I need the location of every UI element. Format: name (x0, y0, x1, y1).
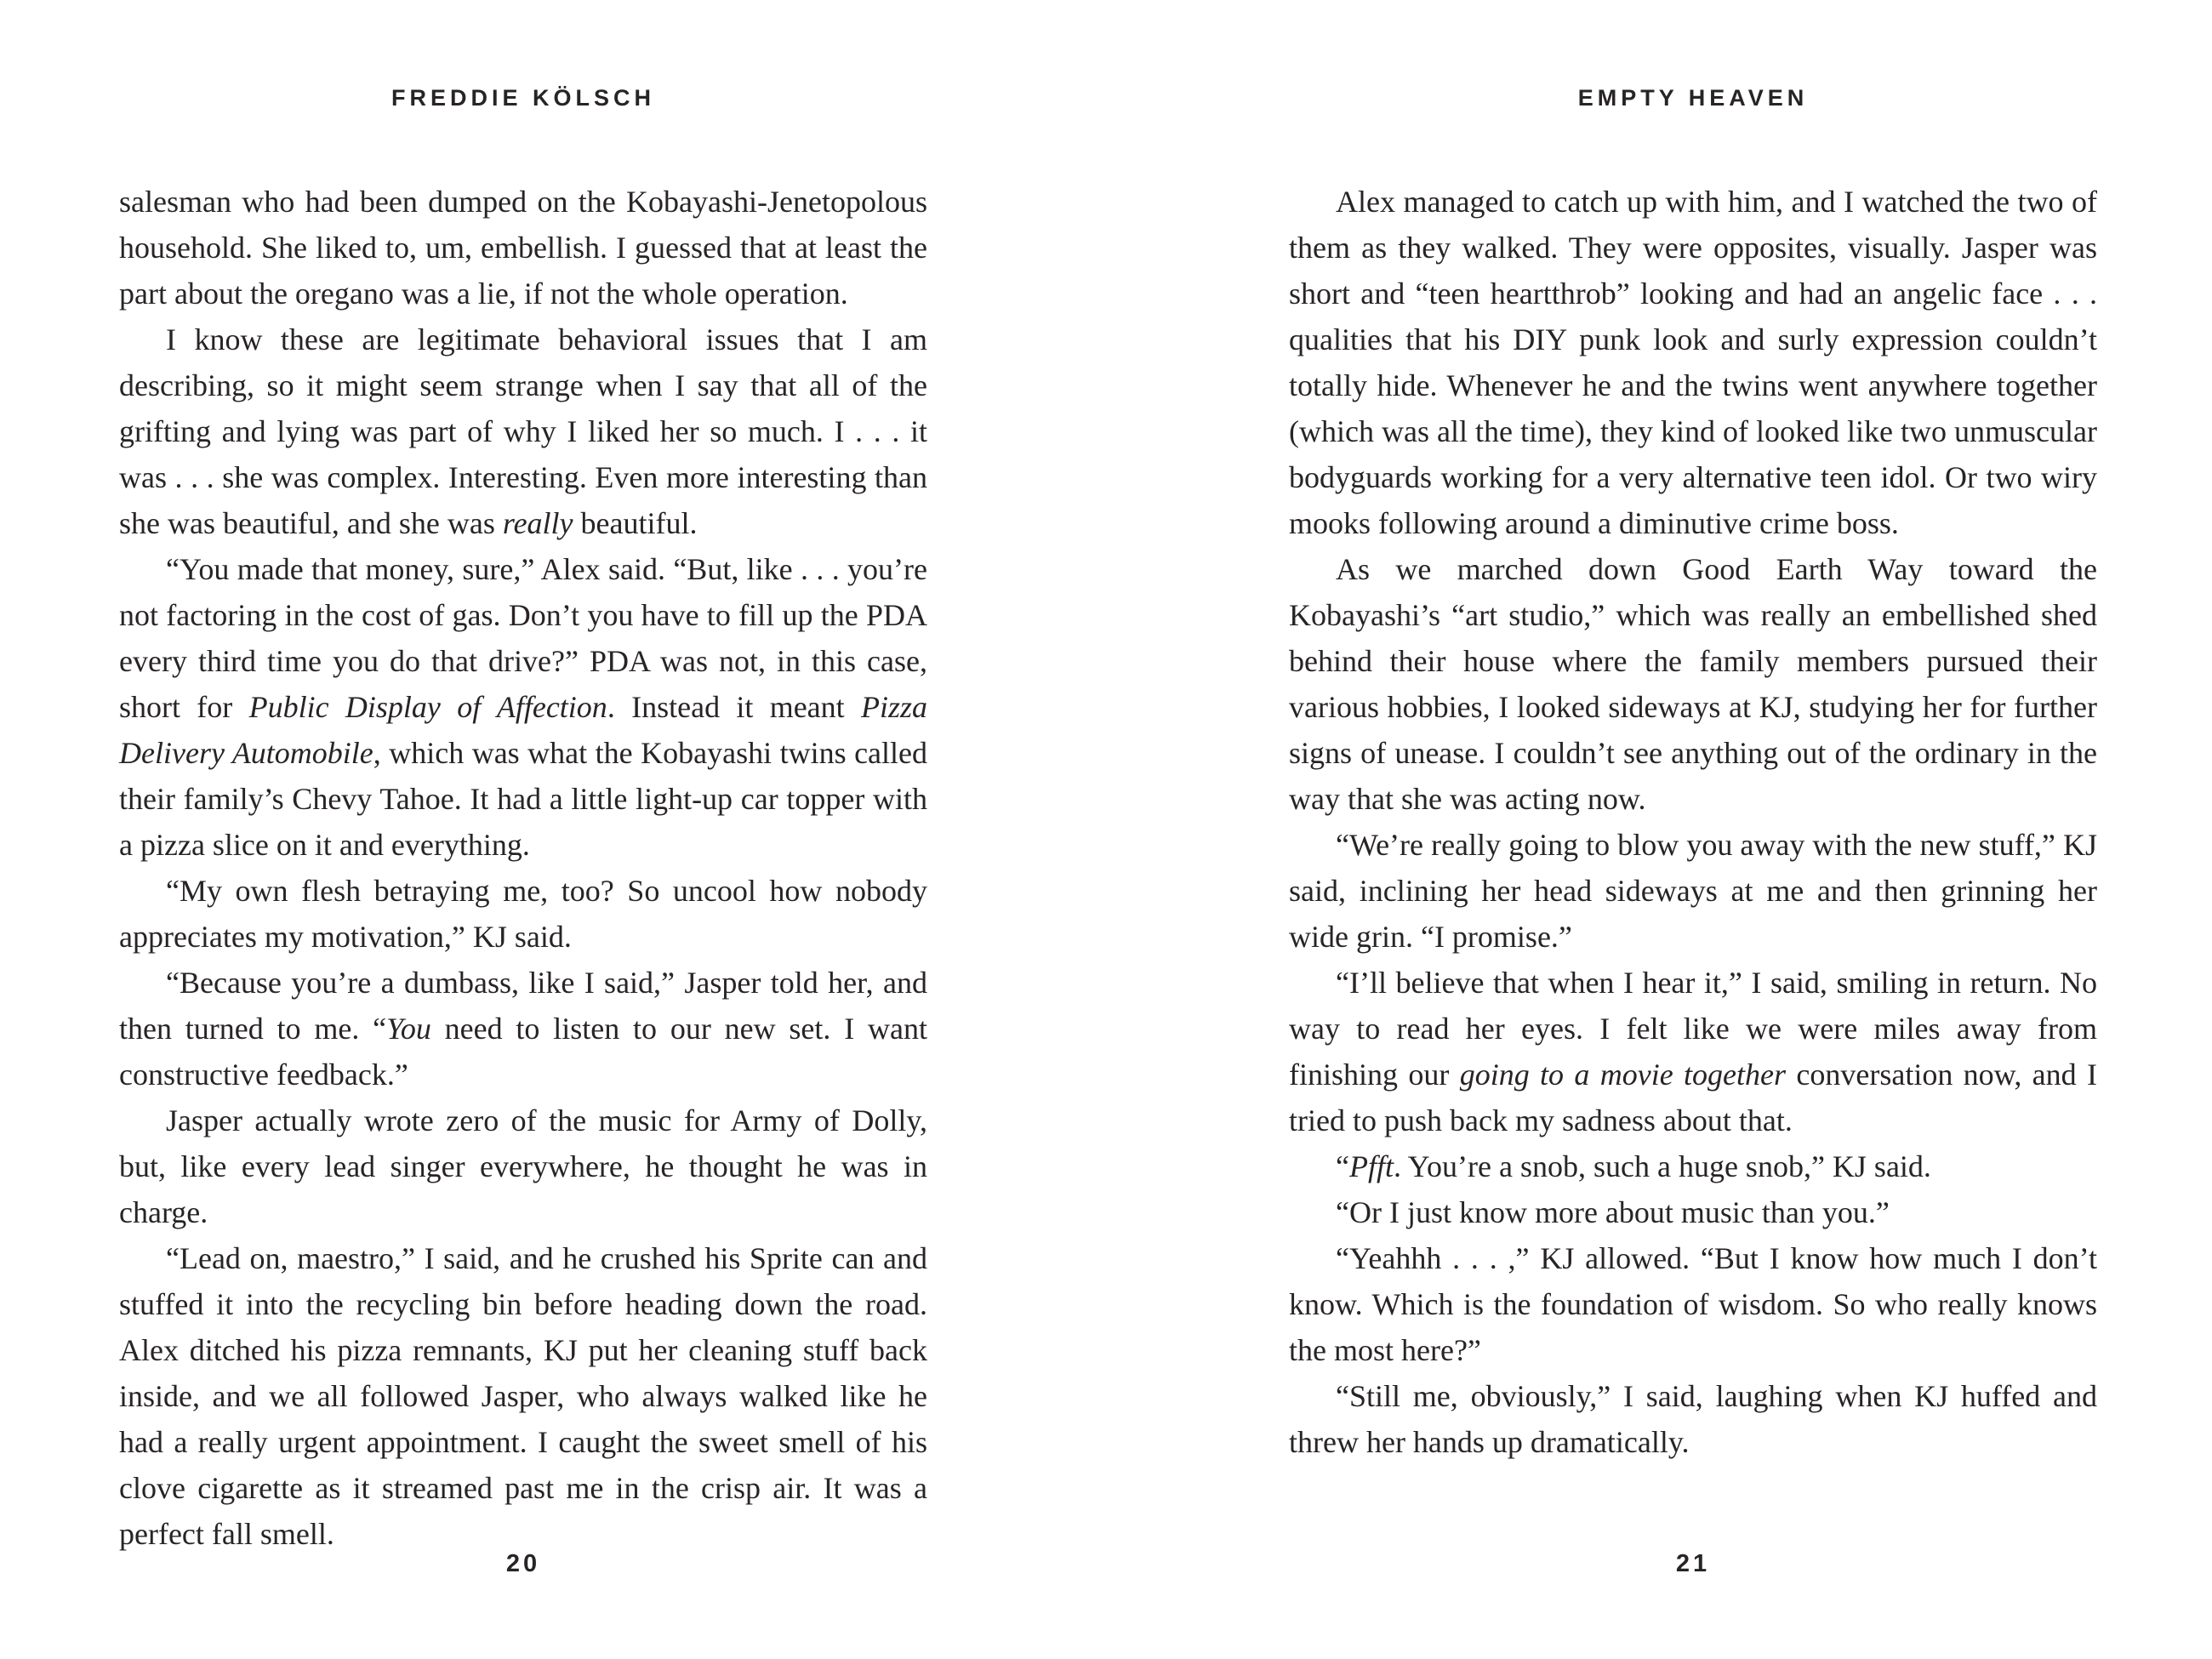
page-number-left: 20 (505, 1550, 541, 1577)
running-header-book-title: EMPTY HEAVEN (1577, 85, 1809, 111)
body-paragraph: “Yeahhh . . . ,” KJ allowed. “But I know how much I don’t know. Which is the foundation of wisdom. So who really knows the most here?” (1289, 1241, 2097, 1367)
left-page-body-text (119, 179, 927, 1557)
body-paragraph: “Or I just know more about music than you.” (1336, 1195, 1890, 1229)
body-paragraph: “Still me, obviously,” I said, laughing when KJ huffed and threw her hands up dramatically. (1289, 1379, 2097, 1459)
body-paragraph: I know these are legitimate behavioral issues that I am describing, so it might seem strange when I say that all of the grifting and lying was part of why I liked her so much. I . . . it was . . . she was complex. Interesting. Even more interesting than she was beautiful, and she was really beautiful. (119, 322, 927, 540)
body-paragraph: “Lead on, maestro,” I said, and he crushed his Sprite can and stuffed it into the recycling bin before heading down the road. Alex ditched his pizza remnants, KJ put her cleaning stuff back inside, and we all followed Jasper, who always walked like he had a really urgent appointment. I caught the sweet smell of his clove cigarette as it streamed past me in the crisp air. It was a perfect fall smell. (119, 1241, 927, 1551)
body-paragraph: salesman who had been dumped on the Kobayashi-Jenetopolous household. She liked to, um, embellish. I guessed that at least the part about the oregano was a lie, if not the whole operation. (119, 185, 927, 311)
right-page-body-text (1289, 179, 2097, 1465)
body-paragraph: Jasper actually wrote zero of the music for Army of Dolly, but, like every lead singer everywhere, he thought he was in charge. (119, 1103, 927, 1229)
body-paragraph: “You made that money, sure,” Alex said. “But, like . . . you’re not factoring in the cost of gas. Don’t you have to fill up the PDA every third time you do that drive?” PDA was not, in this case, short for Public Display of Affection. Instead it meant Pizza Delivery Automobile, which was what the Kobayashi twins called their family’s Chevy Tahoe. It had a little light-up car topper with a pizza slice on it and everything. (119, 552, 928, 862)
body-paragraph: “Because you’re a dumbass, like I said,” Jasper told her, and then turned to me. “You need to listen to our new set. I want constructive feedback.” (119, 966, 927, 1092)
body-paragraph: “I’ll believe that when I hear it,” I said, smiling in return. No way to read her eyes. I felt like we were miles away from finishing our going to a movie together conversation now, and I tried to push back my sadness about that. (1289, 966, 2097, 1137)
body-paragraph: “We’re really going to blow you away with the new stuff,” KJ said, inclining her head sideways at me and then grinning her wide grin. “I promise.” (1289, 828, 2097, 954)
body-paragraph: “Pfft. You’re a snob, such a huge snob,” KJ said. (1336, 1149, 1931, 1183)
body-paragraph: “My own flesh betraying me, too? So uncool how nobody appreciates my motivation,” KJ said. (119, 874, 927, 954)
page-number-right: 21 (1675, 1550, 1711, 1577)
body-paragraph: As we marched down Good Earth Way toward the Kobayashi’s “art studio,” which was really an embellished shed behind their house where the family members pursued their various hobbies, I looked sideways at KJ, studying her for further signs of unease. I couldn’t see anything out of the ordinary in the way that she was acting now. (1289, 552, 2097, 816)
running-header-author: FREDDIE KÖLSCH (391, 85, 655, 111)
body-paragraph: Alex managed to catch up with him, and I watched the two of them as they walked. They were opposites, visually. Jasper was short and “teen heartthrob” looking and had an angelic face . . . qualities that his DIY punk look and surly expression couldn’t totally hide. Whenever he and the twins went anywhere together (which was all the time), they kind of looked like two unmuscular bodyguards working for a very alternative teen idol. Or two wiry mooks following around a diminutive crime boss. (1289, 185, 2097, 540)
